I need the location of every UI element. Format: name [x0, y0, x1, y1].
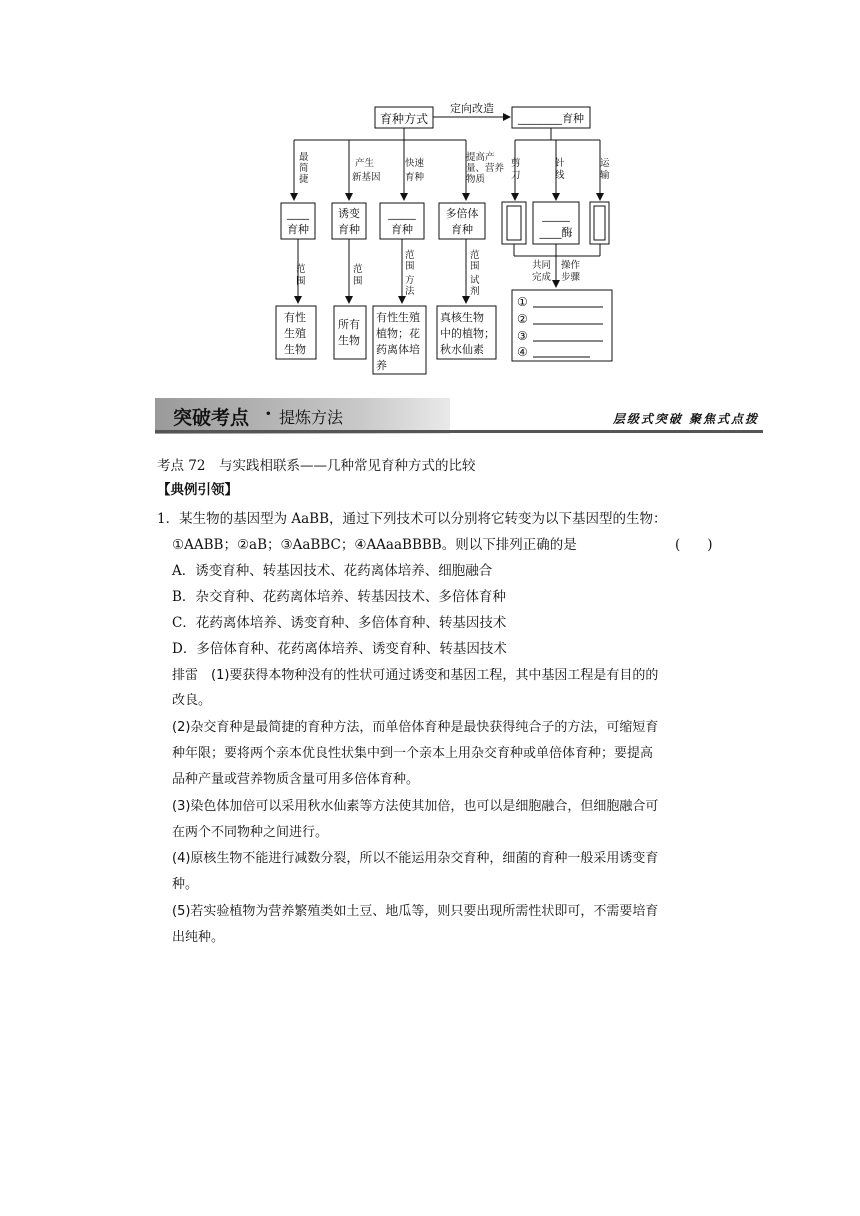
- option-b: B．杂交育种、花药离体培养、转基因技术、多倍体育种: [172, 589, 506, 605]
- mid-box-m2: 育种: [338, 223, 360, 236]
- bottom-box-o1: 有性: [284, 311, 306, 324]
- branch-label-b4: 量、营养: [466, 163, 505, 174]
- branch-label-b2: 产生: [355, 158, 375, 169]
- scope-label-s3: 法: [405, 286, 415, 297]
- branch-label-b1: 捷: [299, 174, 309, 185]
- answer-paren: ( ): [675, 537, 713, 553]
- bottom-box-o4: 中的植物；: [440, 327, 495, 340]
- section-banner: [155, 398, 763, 434]
- breeding-methods-diagram: [0, 0, 860, 380]
- question-text: 1．某生物的基因型为 AaBB，通过下列技术可以分别将它转变为以下基因型的生物：: [157, 511, 667, 527]
- step-marker: ④: [517, 345, 528, 359]
- scope-label-s1: 范: [296, 264, 306, 275]
- bottom-box-o4: 真核生物: [440, 311, 484, 324]
- option-c: C．花药离体培养、诱变育种、多倍体育种、转基因技术: [172, 615, 507, 631]
- bottom-box-o4: 秋水仙素: [440, 343, 484, 356]
- branch-label-r2: 针: [555, 158, 565, 169]
- bottom-box-o1: 生殖: [284, 327, 306, 340]
- mid-box-m3: _____: [388, 207, 416, 220]
- explanation-line: 种。: [172, 877, 199, 892]
- scope-label-s2: 范: [353, 264, 363, 275]
- branch-label-r3: 输: [600, 170, 610, 181]
- mid-box-m3: 育种: [391, 223, 413, 236]
- scope-label-s1: 围: [296, 276, 306, 287]
- mid-box-m4: 育种: [451, 223, 473, 236]
- scope-label-s3: 方: [405, 275, 415, 286]
- right-top-box-label: ________育种: [518, 112, 584, 125]
- banner-dot: ·: [265, 403, 272, 425]
- mid-box-m2: 诱变: [338, 207, 360, 220]
- explanation-line: (4)原核生物不能进行减数分裂，所以不能运用杂交育种，细菌的育种一般采用诱变育: [172, 851, 659, 866]
- banner-divider: [155, 430, 763, 433]
- branch-label-r1: 刀: [511, 170, 521, 181]
- top-box-label: 育种方式: [379, 112, 429, 126]
- step-marker: ③: [517, 329, 528, 343]
- scope-label-s3: 围: [405, 261, 415, 272]
- question-text: ①AABB；②aB；③AaBBC；④AAaaBBBB。则以下排列正确的是: [172, 537, 577, 553]
- mid-box-enzyme: _____: [542, 209, 570, 222]
- banner-title: 突破考点: [173, 407, 250, 429]
- top-arrow-label: 定向改造: [450, 102, 494, 115]
- bottom-box-o1: 生物: [284, 343, 306, 356]
- bottom-box-o3: 药离体培: [376, 343, 420, 356]
- branch-label-r3: 运: [600, 158, 610, 169]
- bottom-box-o3: 养: [376, 359, 387, 372]
- step-marker: ①: [517, 295, 528, 309]
- branch-label-b1: 最: [299, 152, 309, 163]
- right-label-joint: 共同: [532, 260, 552, 271]
- bottom-box-o3: 有性生殖: [376, 311, 420, 324]
- branch-label-b4: 物质: [466, 174, 486, 185]
- branch-label-b1: 简: [299, 163, 309, 174]
- branch-label-b3: 育种: [405, 172, 425, 183]
- bottom-box-o3: 植物；花: [376, 327, 420, 340]
- scope-label-s3: 范: [405, 250, 415, 261]
- example-tag: 【典例引领】: [157, 482, 238, 498]
- mid-box-m4: 多倍体: [445, 207, 479, 220]
- mid-box-enzyme: ____酶: [539, 226, 573, 239]
- scope-label-s4: 围: [470, 261, 480, 272]
- explanation-line: 种年限；要将两个亲本优良性状集中到一个亲本上用杂交育种或单倍体育种；要提高: [172, 746, 654, 761]
- branch-label-b2: 新基因: [352, 172, 381, 183]
- branch-label-r2: 线: [555, 170, 565, 181]
- branch-label-r1: 剪: [511, 158, 521, 169]
- scope-label-s4: 试: [470, 275, 480, 286]
- section-title: 考点 72 与实践相联系——几种常见育种方式的比较: [157, 458, 476, 474]
- banner-slogan: 层级式突破 聚焦式点拨: [612, 412, 759, 426]
- right-label-steps: 操作: [561, 260, 581, 271]
- right-label-joint: 完成: [532, 272, 552, 283]
- scope-label-s4: 范: [470, 250, 480, 261]
- bottom-box-o2: 生物: [338, 334, 360, 347]
- mid-box-m1: ____: [287, 207, 309, 220]
- scope-label-s2: 围: [353, 276, 363, 287]
- explanation-line: 出纯种。: [172, 930, 225, 945]
- option-d: D．多倍体育种、花药离体培养、诱变育种、转基因技术: [172, 641, 507, 657]
- right-label-steps: 步骤: [561, 272, 581, 283]
- branch-label-b4: 提高产: [466, 152, 495, 163]
- step-marker: ②: [517, 312, 528, 326]
- explanation-line: (2)杂交育种是最简捷的育种方法，而单倍体育种是最快获得纯合子的方法，可缩短育: [172, 720, 659, 735]
- explanation-line: 排雷 (1)要获得本物种没有的性状可通过诱变和基因工程，其中基因工程是有目的的: [172, 668, 659, 683]
- scope-label-s4: 剂: [470, 286, 480, 297]
- bottom-box-o2: 所有: [338, 318, 360, 331]
- mid-box-m1: 育种: [287, 223, 309, 236]
- explanation-line: (3)染色体加倍可以采用秋水仙素等方法使其加倍，也可以是细胞融合，但细胞融合可: [172, 799, 659, 814]
- explanation-line: 在两个不同物种之间进行。: [172, 825, 329, 840]
- explanation-line: 品种产量或营养物质含量可用多倍体育种。: [172, 772, 420, 787]
- explanation-line: 改良。: [172, 693, 212, 708]
- branch-label-b3: 快速: [405, 158, 425, 169]
- banner-subtitle: 提炼方法: [279, 408, 344, 427]
- option-a: A．诱变育种、转基因技术、花药离体培养、细胞融合: [172, 563, 493, 579]
- explanation-line: (5)若实验植物为营养繁殖类如土豆、地瓜等，则只要出现所需性状即可，不需要培育: [172, 904, 659, 919]
